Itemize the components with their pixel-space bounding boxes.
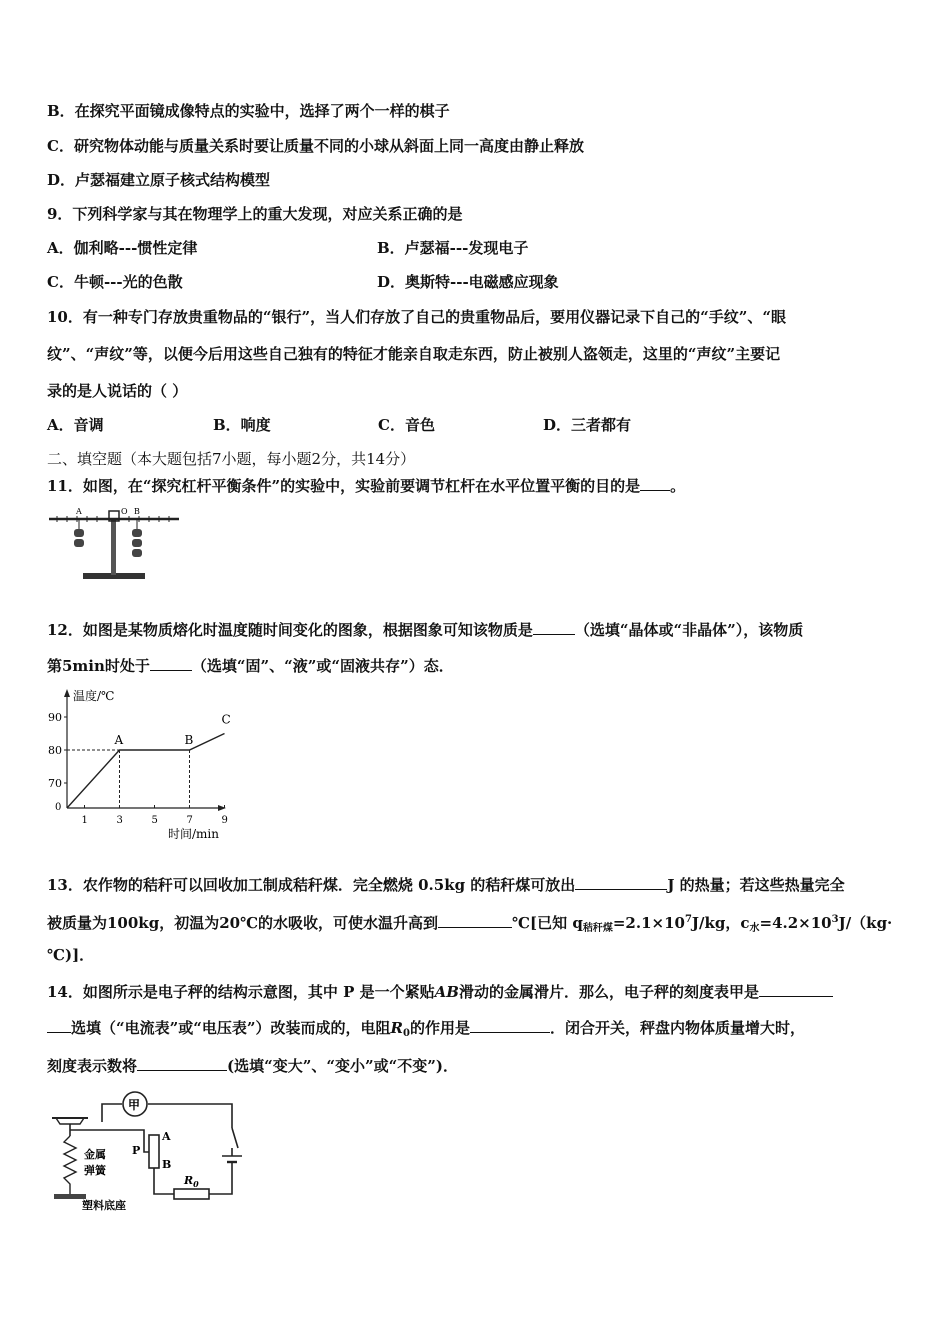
q13-line-1a: 13．农作物的秸秆可以回收加工制成秸秆煤．完全燃烧 0.5kg 的秸秆煤可放出 [47,876,576,894]
metal-spring [64,1136,76,1194]
spring-label-2: 弹簧 [84,1164,106,1177]
q14-line-2b: 的作用是 [409,1019,470,1037]
lever-label-o: O [121,507,128,516]
y-axis-label: 温度/℃ [73,689,115,703]
r0-label-r: R [184,1174,194,1187]
q13-q-subscript: 秸秆煤 [582,923,613,934]
q13-line-2f: J/（kg· [838,914,893,932]
q13-line-2e: =4.2×10 [759,914,832,932]
q14-r0-subscript: 0 [402,1028,410,1039]
point-label-A: A [114,733,124,747]
melting-curve [67,734,225,809]
q13-line-1 [47,874,845,895]
q14-line-3a: 刻度表示数将 [47,1057,138,1075]
q14-line-3 [47,1055,458,1076]
q10-option-c: C．音色 [378,416,435,434]
x-tick-label: 1 [81,815,88,826]
r0-label-sub: 0 [193,1179,199,1189]
q13-line-2c: =2.1×10 [612,914,685,932]
q10-line-2: 纹”、“声纹”等，以便今后用这些自己独有的特征才能亲自取走东西，防止被别人盗领走，这里的“声纹”主要记 [47,345,781,363]
x-tick-label: 3 [116,815,123,826]
q12-blank-1[interactable] [533,619,575,635]
q13-blank-2[interactable] [438,912,512,928]
x-tick-label: 0 [55,802,62,813]
weight-right-2 [132,539,142,547]
slider-p [102,1130,149,1152]
y-tick-label: 80 [48,744,62,757]
q9-option-c: C．牛顿---光的色散 [47,273,183,291]
q13-line-2b: ℃[已知 q [512,914,583,932]
q14-line-1a: 14．如图所示是电子秤的结构示意图，其中 P 是一个紧贴 [47,983,435,1001]
weight-right-3 [132,549,142,557]
q11-stem [47,475,685,496]
q14-line-3b: (选填“变大”、“变小”或“不变”)． [227,1057,458,1075]
q13-line-2d: J/kg，c [691,914,750,932]
q10-line-3: 录的是人说话的（ ） [47,382,188,400]
weight-left-1 [74,529,84,537]
q14-r0: R [390,1019,403,1037]
resistor-r0 [174,1189,209,1199]
q12-line-1 [47,619,803,640]
q10-line-1: 10．有一种专门存放贵重物品的“银行”，当人们存放了自己的贵重物品后，要用仪器记录下自己的“手纹”、“眼 [47,308,787,326]
point-label-B: B [184,733,194,747]
y-axis-arrow [64,689,70,697]
y-tick-label: 70 [48,777,62,790]
q13-line-1b: J 的热量；若这些热量完全 [667,876,845,894]
q14-line-2c: ．闭合开关，秤盘内物体质量增大时， [549,1019,805,1037]
q14-line-1 [47,981,833,1002]
q12-blank-2[interactable] [150,655,192,671]
electronic-scale-figure [44,1090,259,1215]
q13-line-2a: 被质量为100kg，初温为20℃的水吸收，可使水温升高到 [47,914,439,932]
q14-line-1b: 滑动的金属滑片．那么，电子秤的刻度表甲是 [458,983,759,1001]
q12-line-2b: （选填“固”、“液”或“固液共存”）态． [191,657,454,675]
lever-stand [111,519,116,575]
q9-option-d: D．奥斯特---电磁感应现象 [377,273,559,291]
q8-option-d: D．卢瑟福建立原子核式结构模型 [47,171,271,189]
x-axis-label: 时间/min [168,827,219,841]
q9-option-b: B．卢瑟福---发现电子 [377,239,529,257]
lever-figure [45,505,185,585]
q11-stem-end: 。 [670,477,686,495]
q12-line-1a: 12．如图是某物质熔化时温度随时间变化的图象，根据图象可知该物质是 [47,621,533,639]
q13-line-3: ℃)]． [47,946,95,964]
switch [232,1128,238,1148]
q14-blank-3[interactable] [137,1055,227,1071]
q8-option-c: C．研究物体动能与质量关系时要让质量不同的小球从斜面上同一高度由静止释放 [47,137,584,155]
q12-line-2 [47,655,454,676]
label-a: A [162,1130,171,1143]
melting-chart [40,685,240,845]
q14-blank-1a[interactable] [759,981,833,997]
label-p: P [132,1144,141,1157]
section-heading: 二、填空题（本大题包括7小题，每小题2分，共14分） [47,450,416,468]
q14-ab: AB [434,983,459,1001]
lever-label-a: A [76,507,82,516]
q14-blank-1b[interactable] [47,1017,71,1033]
q12-line-2a: 第5min时处于 [47,657,150,675]
r0-label [183,1174,199,1189]
q13-exp-7: 7 [684,914,692,925]
q14-line-2a: 选填（“电流表”或“电压表”）改装而成的，电阻 [71,1019,391,1037]
q13-exp-3: 3 [831,914,839,925]
slide-resistor-ab [149,1135,159,1168]
q13-blank-1[interactable] [575,874,667,890]
q11-blank[interactable] [640,475,670,491]
weight-left-2 [74,539,84,547]
q10-option-a: A．音调 [47,416,104,434]
x-tick-label: 9 [221,815,228,826]
q13-c-subscript: 水 [749,923,760,934]
q14-blank-2[interactable] [470,1017,550,1033]
base-label: 塑料底座 [82,1199,126,1212]
q13-line-2 [47,910,892,939]
meter-label: 甲 [128,1098,141,1112]
lever-label-b: B [134,507,140,516]
q11-stem-text: 11．如图，在“探究杠杆平衡条件”的实验中，实验前要调节杠杆在水平位置平衡的目的是 [47,477,641,495]
label-b: B [162,1158,172,1171]
q9-option-a: A．伽利略---惯性定律 [47,239,198,257]
q10-option-b: B．响度 [213,416,271,434]
spring-label-1: 金属 [84,1148,106,1161]
q10-option-d: D．三者都有 [543,416,632,434]
y-tick-label: 90 [48,711,62,724]
x-tick-label: 7 [186,815,193,826]
q12-line-1b: （选填“晶体或“非晶体”），该物质 [574,621,804,639]
q8-option-b: B．在探究平面镜成像特点的实验中，选择了两个一样的棋子 [47,102,450,120]
point-label-C: C [221,712,231,727]
x-tick-label: 5 [151,815,158,826]
q14-line-2 [47,1017,805,1044]
weight-right-1 [132,529,142,537]
q9-stem: 9．下列科学家与其在物理学上的重大发现，对应关系正确的是 [47,205,463,223]
